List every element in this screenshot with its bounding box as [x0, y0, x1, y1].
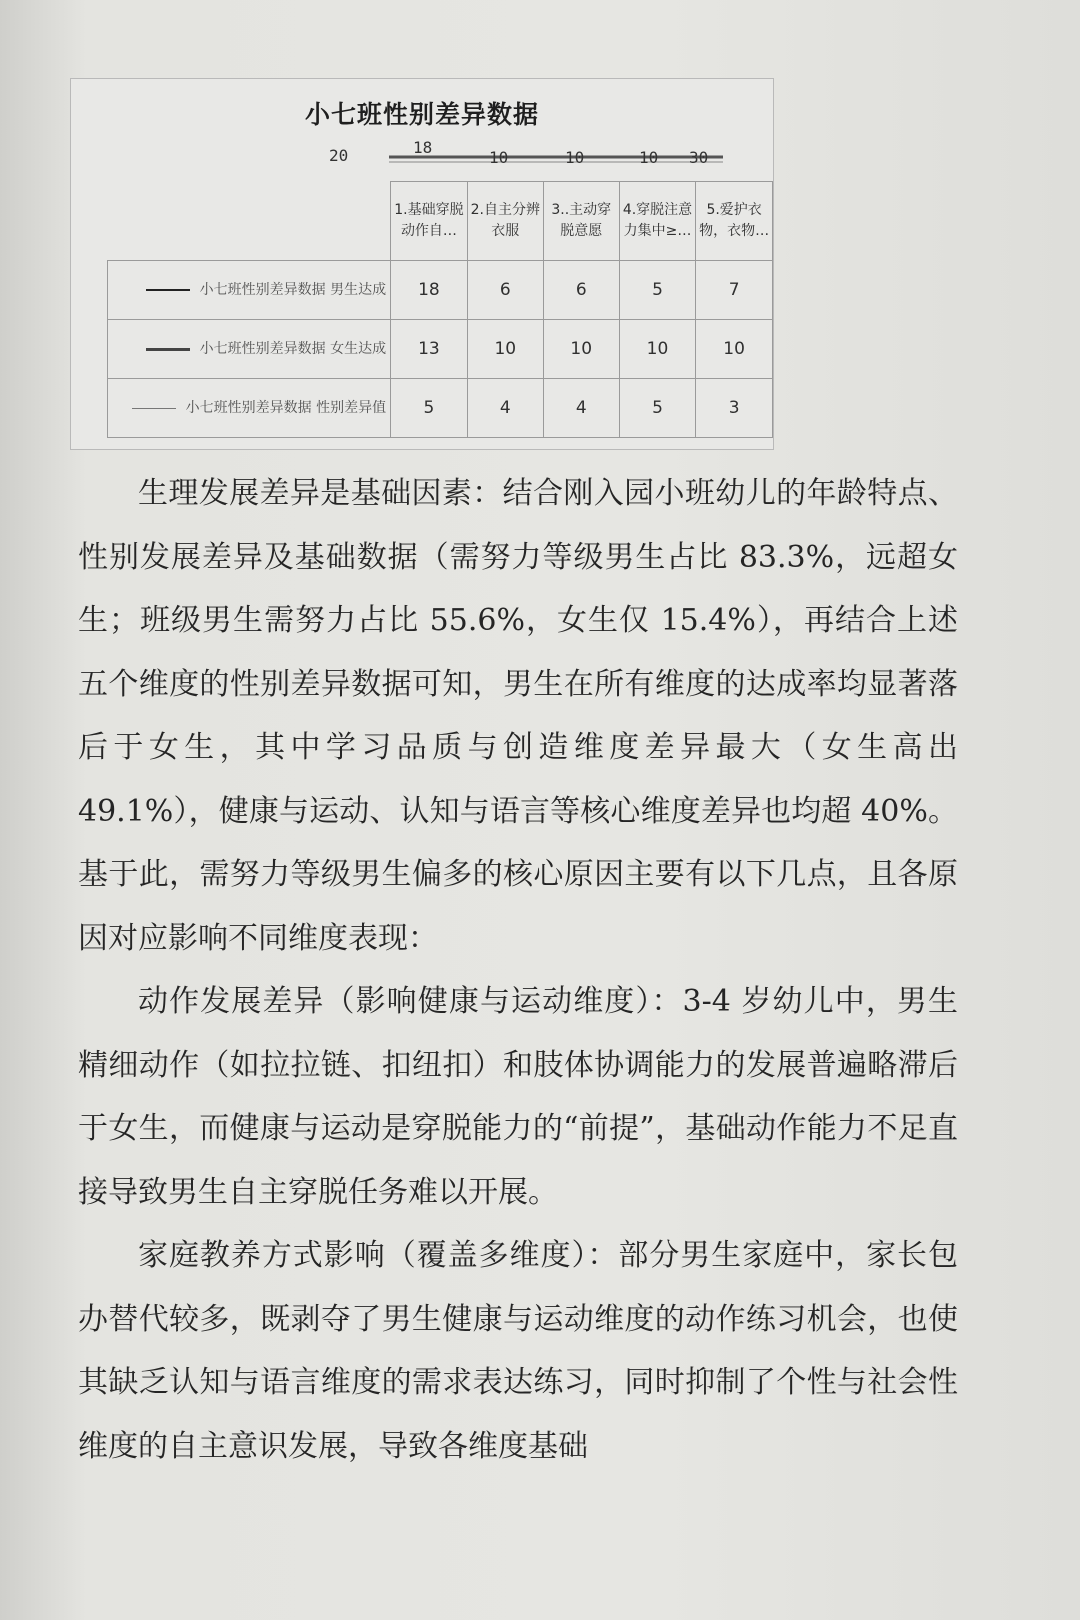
column-header: 5.爱护衣物，衣物… — [696, 182, 773, 261]
body-text — [78, 462, 958, 1478]
table-cell: 10 — [543, 320, 619, 379]
legend-line-icon — [146, 348, 190, 351]
row-label-text: 小七班性别差异数据 男生达成 — [199, 282, 387, 298]
legend-line-icon — [146, 289, 190, 291]
table-cell: 5 — [619, 379, 696, 438]
column-header: 3..主动穿脱意愿 — [543, 182, 619, 261]
table-cell: 5 — [391, 379, 468, 438]
table-cell: 18 — [391, 261, 468, 320]
table-cell: 5 — [619, 261, 696, 320]
table-row — [108, 379, 773, 438]
paragraph: 家庭教养方式影响（覆盖多维度）：部分男生家庭中，家长包办替代较多，既剥夺了男生健康与运动维度的动作练习机会，也使其缺乏认知与语言维度的需求表达练习，同时抑制了个性与社会性维度的自主意识发展，导致各维度基础 — [78, 1238, 958, 1464]
axis-tick: 10 — [639, 148, 659, 167]
axis-tick: 20 — [329, 146, 349, 165]
axis-tick: 18 — [413, 138, 433, 157]
axis-tick: 30 — [689, 148, 709, 167]
table-row — [108, 261, 773, 320]
row-label — [108, 261, 391, 320]
data-table — [107, 181, 773, 438]
data-table-figure — [70, 78, 774, 450]
table-cell: 6 — [467, 261, 543, 320]
row-label-text: 小七班性别差异数据 性别差异值 — [185, 400, 387, 416]
row-label — [108, 379, 391, 438]
table-cell: 4 — [543, 379, 619, 438]
table-cell: 7 — [696, 261, 773, 320]
table-cell: 10 — [467, 320, 543, 379]
table-cell: 4 — [467, 379, 543, 438]
axis-strip — [71, 79, 773, 189]
table-corner — [108, 182, 391, 261]
axis-tick: 10 — [565, 148, 585, 167]
paragraph: 动作发展差异（影响健康与运动维度）：3-4 岁幼儿中，男生精细动作（如拉拉链、扣纽扣）和肢体协调能力的发展普遍略滞后于女生，而健康与运动是穿脱能力的“前提”，基础动作能力不足直接导致男生自主穿脱任务难以开展。 — [78, 984, 958, 1210]
column-header: 1.基础穿脱动作自… — [391, 182, 468, 261]
row-label-text: 小七班性别差异数据 女生达成 — [199, 341, 387, 357]
table-header-row — [108, 182, 773, 261]
legend-line-icon — [132, 408, 176, 409]
table-cell: 3 — [696, 379, 773, 438]
column-header: 2.自主分辨衣服 — [467, 182, 543, 261]
column-header: 4.穿脱注意力集中≥… — [619, 182, 696, 261]
row-label — [108, 320, 391, 379]
table-cell: 13 — [391, 320, 468, 379]
table-cell: 10 — [696, 320, 773, 379]
axis-tick: 10 — [489, 148, 509, 167]
chart-title: 小七班性别差异数据 — [304, 100, 539, 129]
table-row — [108, 320, 773, 379]
paragraph: 生理发展差异是基础因素：结合刚入园小班幼儿的年龄特点、性别发展差异及基础数据（需努力等级男生占比 83.3%，远超女生；班级男生需努力占比 55.6%，女生仅 15.4%），再结合上述五个维度的性别差异数据可知，男生在所有维度的达成率均显著落后于女生，其中学习品质与创造维度差异最大（女生高出 49.1%），健康与运动、认知与语言等核心维度差异也均超 40%。基于此，需努力等级男生偏多的核心原因主要有以下几点，且各原因对应影响不同维度表现： — [78, 476, 958, 956]
table-cell: 10 — [619, 320, 696, 379]
table-cell: 6 — [543, 261, 619, 320]
